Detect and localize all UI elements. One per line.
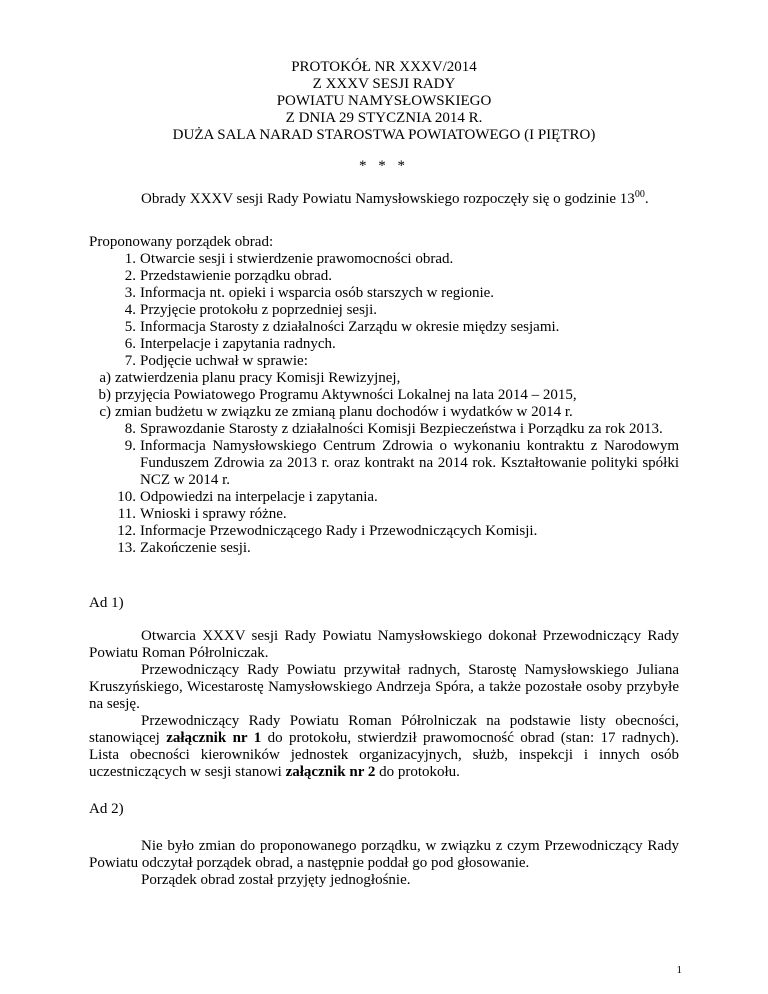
opening-hour-superscript: 00 (634, 189, 645, 200)
ad1-heading: Ad 1) (89, 595, 124, 611)
agenda-item (89, 319, 679, 336)
agenda-item-text: Podjęcie uchwał w sprawie: (140, 353, 308, 369)
agenda-item (89, 489, 679, 506)
subitem-text: zatwierdzenia planu pracy Komisji Rewizyjnej, (115, 370, 401, 386)
agenda-item-text: Zakończenie sesji. (140, 540, 251, 556)
ad2-paragraph-1: Nie było zmian do proponowanego porządku, w związku z czym Przewodniczący Rady Powiatu odczytał porządek obrad, a następnie poddał go pod głosowanie. (89, 838, 679, 871)
resolution-subitem (89, 404, 679, 421)
attachment-2-ref: załącznik nr 2 (285, 764, 376, 780)
ad1-paragraph-1: Otwarcia XXXV sesji Rady Powiatu Namysłowskiego dokonał Przewodniczący Rady Powiatu Roman Półrolniczak. (89, 628, 679, 661)
agenda-label: Proponowany porządek obrad: (89, 234, 274, 250)
agenda-item-number: 9. (124, 438, 136, 454)
ad1-paragraph-3 (89, 713, 679, 781)
ad1-p3-text: Przewodniczący Rady Powiatu Roman Półrolniczak na podstawie listy obecności, stanowiącej (89, 713, 679, 746)
page-number: 1 (676, 964, 682, 976)
document-header (89, 59, 679, 144)
agenda-item (89, 336, 679, 353)
protocol-number: PROTOKÓŁ NR XXXV/2014 (291, 59, 477, 75)
agenda-item-text: Przedstawienie porządku obrad. (140, 268, 333, 284)
agenda-item-number: 12. (117, 523, 136, 539)
resolution-sublist (89, 370, 679, 421)
agenda-item-text: Informacja Starosty z działalności Zarządu w okresie między sesjami. (140, 319, 560, 335)
agenda-item (89, 421, 679, 438)
subitem-text: przyjęcia Powiatowego Programu Aktywności Lokalnej na lata 2014 – 2015, (115, 387, 577, 403)
agenda-item-number: 3. (124, 285, 136, 301)
agenda-item-text: Informacja Namysłowskiego Centrum Zdrowia o wykonaniu kontraktu z Narodowym Funduszem Zdrowia za 2013 r. oraz kontrakt na 2014 rok. Kształtowanie polityki spółki NCZ w 2014 r. (140, 438, 679, 488)
agenda-item-number: 5. (124, 319, 136, 335)
agenda-item-text: Informacja nt. opieki i wsparcia osób starszych w regionie. (140, 285, 495, 301)
ad1-p3-text: do protokołu, stwierdził prawomocność obrad (stan: 17 radnych). Lista obecności kierowników jednostek organizacyjnych, służb, inspekcji i innych osób uczestniczących w sesji stanowi (89, 730, 679, 780)
subitem-letter: b) (98, 387, 111, 403)
agenda-item (89, 302, 679, 319)
session-line: Z XXXV SESJI RADY (312, 76, 456, 92)
council-line: POWIATU NAMYSŁOWSKIEGO (276, 93, 492, 109)
agenda-item (89, 251, 679, 268)
agenda-item (89, 285, 679, 302)
agenda-item-number: 11. (117, 506, 136, 522)
agenda-item-number: 10. (117, 489, 136, 505)
agenda-item-text: Otwarcie sesji i stwierdzenie prawomocności obrad. (140, 251, 454, 267)
ad1-paragraph-2: Przewodniczący Rady Powiatu przywitał radnych, Starostę Namysłowskiego Juliana Kruszyńskiego, Wicestarostę Namysłowskiego Andrzeja Spóra, a także pozostałe osoby przybyłe na sesję. (89, 662, 679, 712)
agenda-item (89, 540, 679, 557)
ad2-paragraph-2: Porządek obrad został przyjęty jednogłośnie. (141, 872, 411, 888)
location-line: DUŻA SALA NARAD STAROSTWA POWIATOWEGO (I PIĘTRO) (172, 127, 596, 143)
ad1-p3-text: do protokołu. (375, 764, 460, 780)
agenda-item-text: Sprawozdanie Starosty z działalności Komisji Bezpieczeństwa i Porządku za rok 2013. (140, 421, 663, 437)
subitem-letter: c) (99, 404, 111, 420)
agenda-item (89, 438, 679, 489)
agenda-item-text: Wnioski i sprawy różne. (140, 506, 287, 522)
agenda-item (89, 523, 679, 540)
agenda-item-number: 1. (124, 251, 136, 267)
opening-paragraph (89, 189, 679, 208)
agenda-item-text: Przyjęcie protokołu z poprzedniej sesji. (140, 302, 378, 318)
agenda-list (89, 251, 679, 557)
agenda-item (89, 268, 679, 285)
ad2-heading: Ad 2) (89, 801, 124, 817)
agenda-item (89, 506, 679, 523)
agenda-item-number: 13. (117, 540, 136, 556)
resolution-subitem (89, 387, 679, 404)
agenda-item-number: 2. (124, 268, 136, 284)
agenda-item-text: Informacje Przewodniczącego Rady i Przewodniczących Komisji. (140, 523, 538, 539)
subitem-letter: a) (99, 370, 111, 386)
agenda-item-number: 8. (124, 421, 136, 437)
opening-end: . (644, 191, 649, 207)
attachment-1-ref: załącznik nr 1 (166, 730, 262, 746)
subitem-text: zmian budżetu w związku ze zmianą planu dochodów i wydatków w 2014 r. (115, 404, 573, 420)
agenda-item-number: 4. (124, 302, 136, 318)
opening-text: Obrady XXXV sesji Rady Powiatu Namysłowskiego rozpoczęły się o godzinie 13 (141, 191, 635, 207)
separator: * * * (359, 158, 409, 174)
agenda-item-number: 7. (124, 353, 136, 369)
agenda-item-text: Interpelacje i zapytania radnych. (140, 336, 336, 352)
agenda-item-text: Odpowiedzi na interpelacje i zapytania. (140, 489, 378, 505)
document-page (89, 59, 679, 889)
agenda-item-number: 6. (124, 336, 136, 352)
date-line: Z DNIA 29 STYCZNIA 2014 R. (285, 110, 483, 126)
agenda-item (89, 353, 679, 421)
resolution-subitem (89, 370, 679, 387)
